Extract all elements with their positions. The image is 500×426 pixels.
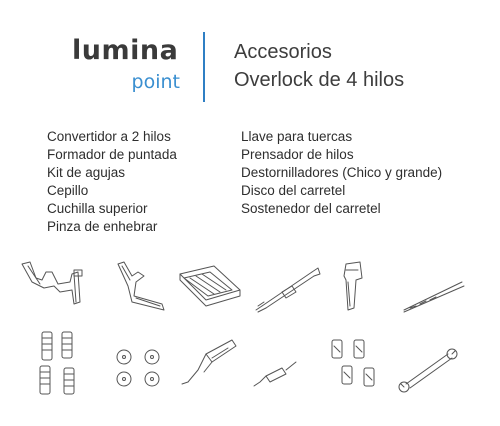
list-item: Destornilladores (Chico y grande) (241, 165, 443, 180)
list-item: Formador de puntada (47, 147, 177, 162)
spool-disc-drawing (117, 350, 159, 386)
accessory-list-right (241, 128, 442, 218)
wrench-drawing (399, 349, 457, 392)
spool-holder-drawing (40, 332, 74, 394)
list-item: Pinza de enhebrar (47, 219, 158, 234)
list-item: Cuchilla superior (47, 201, 148, 216)
large-screwdriver-drawing (182, 340, 236, 384)
needle-kit-drawing (180, 266, 240, 306)
brand-logo (72, 36, 184, 96)
title-line-1: Accesorios (234, 41, 332, 63)
list-item: Kit de agujas (47, 165, 126, 180)
list-item: Disco del carretel (241, 183, 346, 198)
page-title (234, 38, 404, 94)
list-item: Prensador de hilos (241, 147, 354, 162)
list-item: Sostenedor del carretel (241, 201, 381, 216)
accessory-list-left (47, 128, 177, 236)
header-divider (203, 32, 205, 102)
small-screwdriver-drawing (254, 362, 296, 386)
converter-part-drawing (22, 262, 82, 304)
list-item: Llave para tuercas (241, 129, 353, 144)
logo-subtext: point (131, 71, 180, 93)
logo-wordmark: lumina (72, 35, 179, 66)
stitch-former-drawing (118, 262, 164, 310)
thread-guides-drawing (332, 340, 374, 386)
parts-illustration (0, 250, 500, 426)
threading-tweezer-drawing (404, 282, 464, 312)
title-line-2: Overlock de 4 hilos (234, 69, 405, 91)
list-item: Convertidor a 2 hilos (47, 129, 171, 144)
brush-drawing (256, 268, 320, 312)
list-item: Cepillo (47, 183, 89, 198)
upper-knife-drawing (344, 262, 362, 310)
